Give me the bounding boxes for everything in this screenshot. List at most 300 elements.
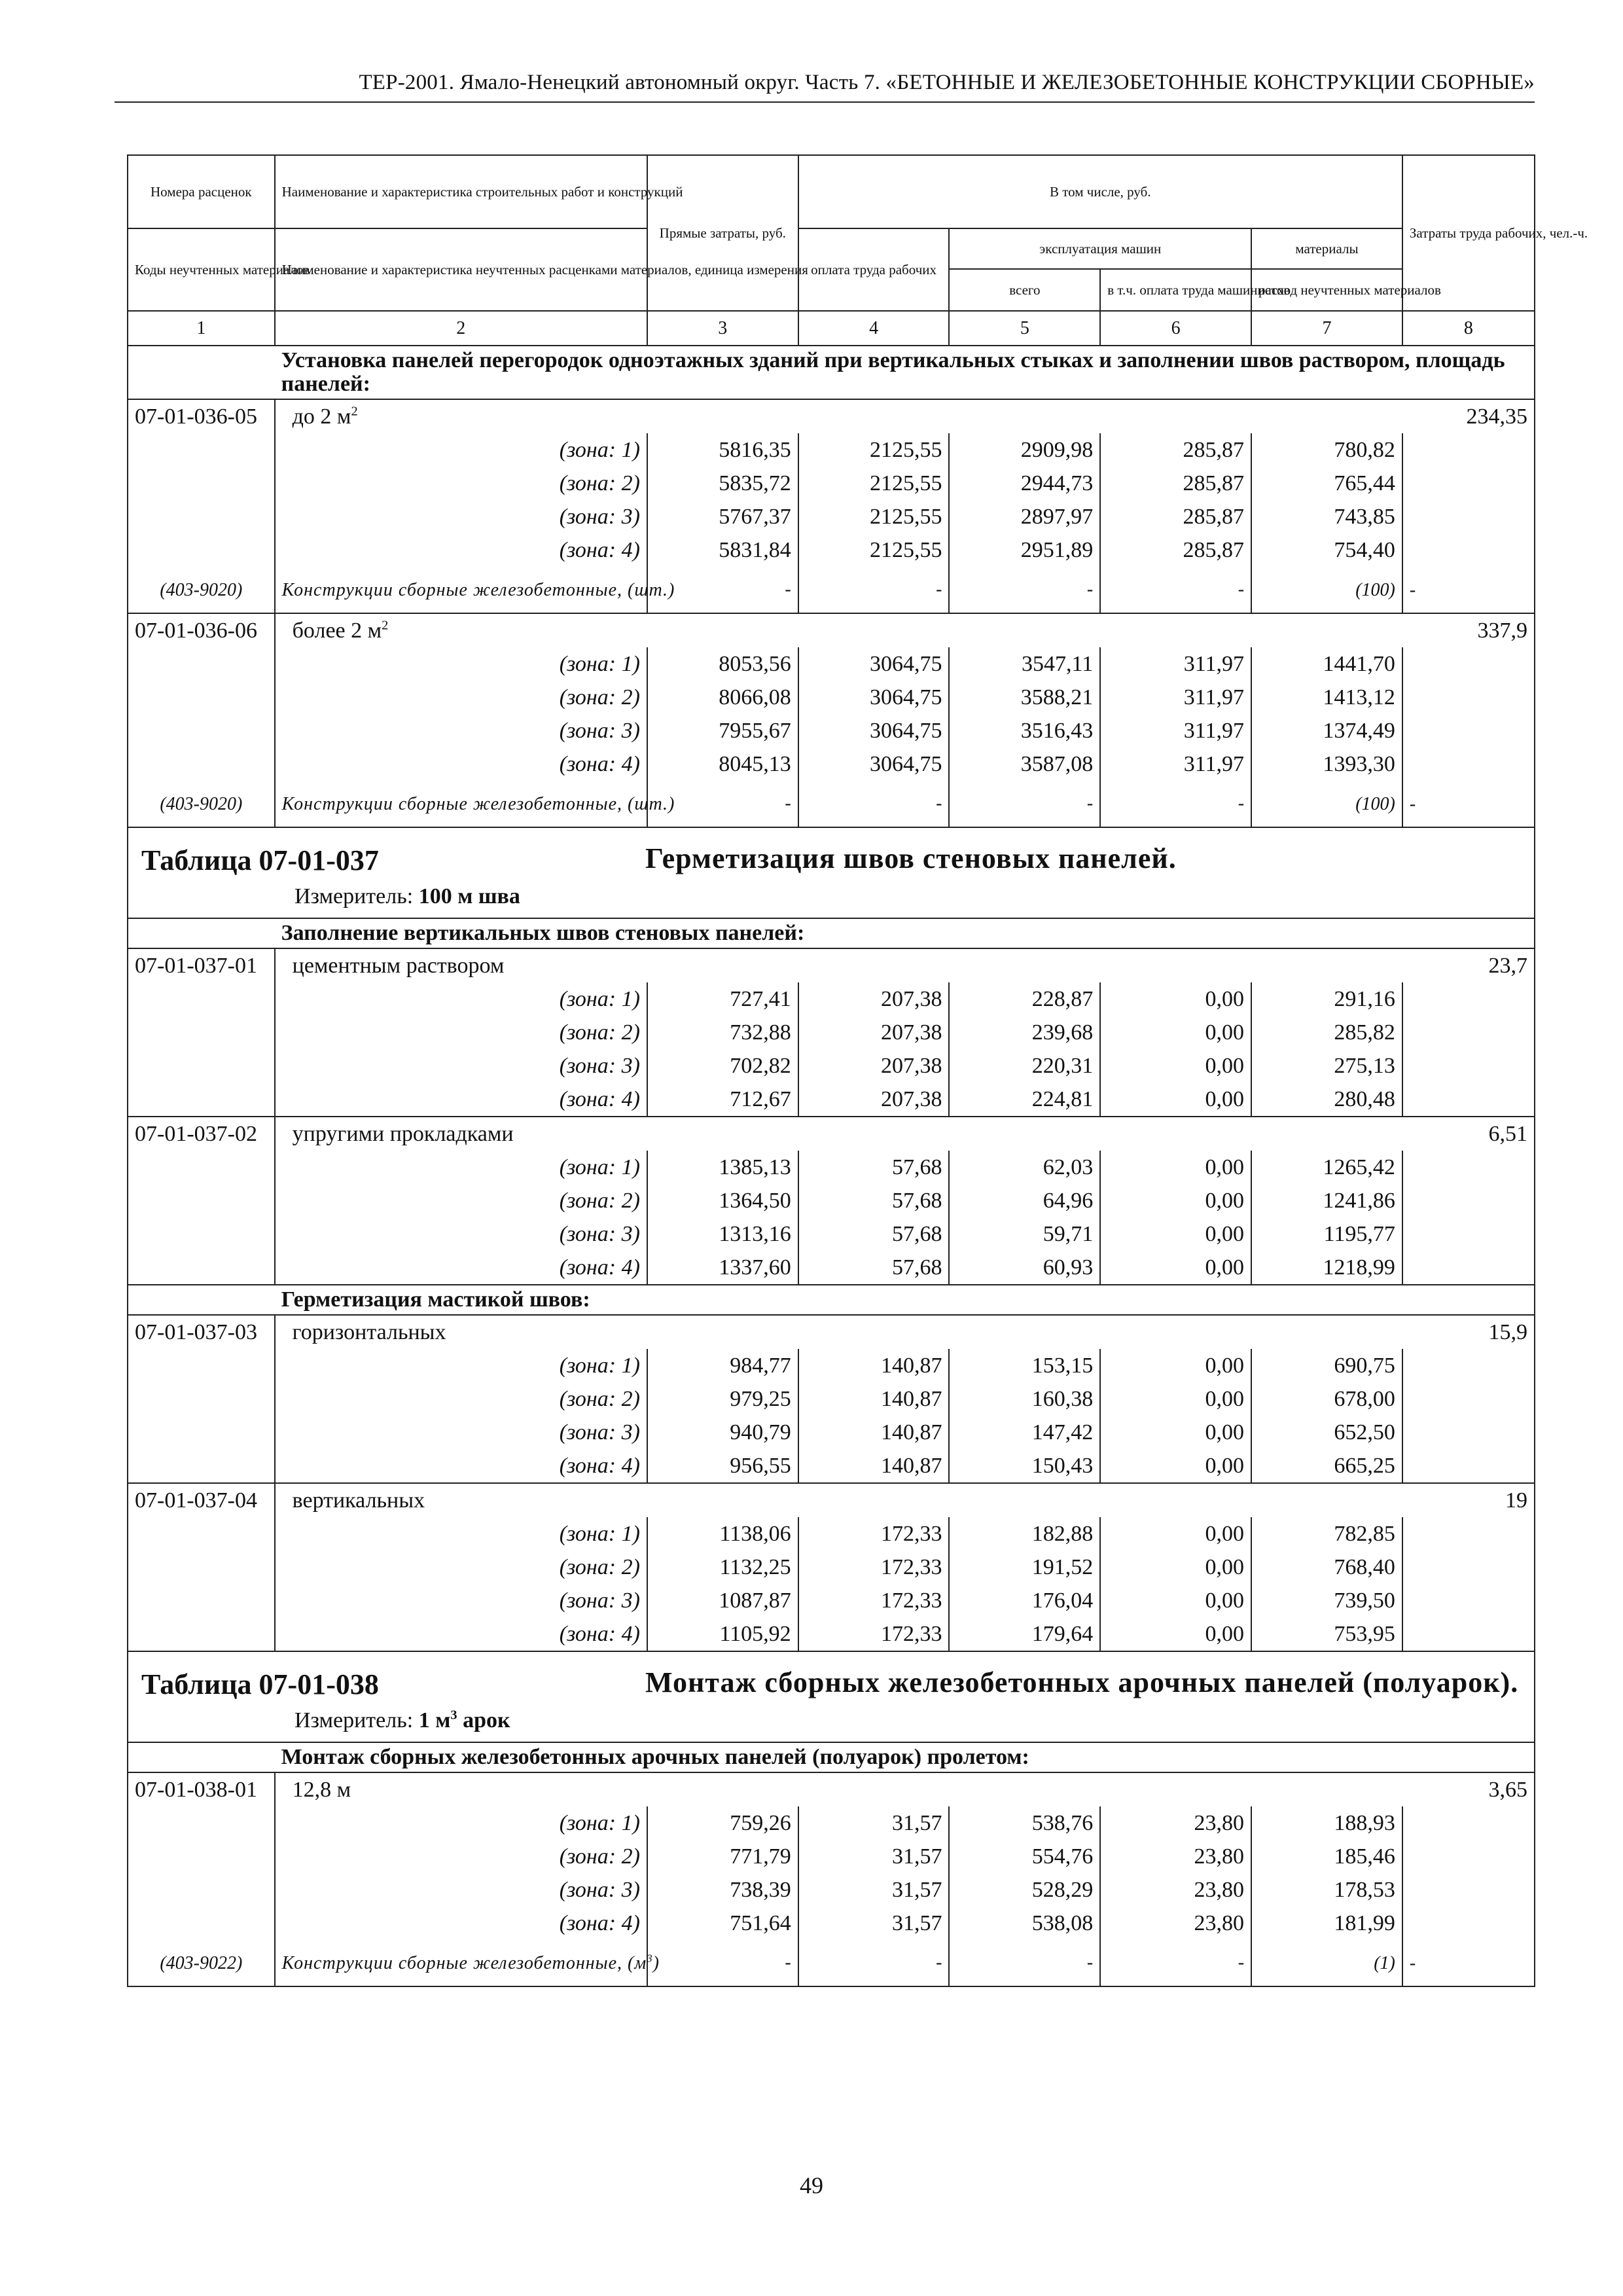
zone-row [128, 1382, 1535, 1416]
materials-cost: 291,16 [1251, 982, 1402, 1016]
table-title: Монтаж сборных железобетонных арочных панелей (полуарок). [645, 1666, 1519, 1698]
rate-code: 07-01-036-05 [128, 399, 275, 433]
operator-wages-cost: 311,97 [1100, 714, 1251, 747]
machines-cost: 3516,43 [949, 714, 1100, 747]
zone-label: (зона: 3) [275, 500, 647, 533]
blank-cell [128, 1806, 275, 1840]
item-row [128, 1315, 1535, 1349]
wages-cost: 3064,75 [798, 647, 950, 681]
blank-cell [128, 1217, 275, 1251]
blank-cell [1402, 1151, 1535, 1184]
machines-cost: 150,43 [949, 1449, 1100, 1483]
materials-cost: 652,50 [1251, 1416, 1402, 1449]
operator-wages-cost: 23,80 [1100, 1907, 1251, 1940]
direct-cost: 712,67 [647, 1083, 798, 1117]
zone-label: (зона: 3) [275, 1049, 647, 1083]
materials-cost: 1441,70 [1251, 647, 1402, 681]
wages-cost: 31,57 [798, 1806, 950, 1840]
machines-cost: 538,08 [949, 1907, 1100, 1940]
blank-cell [1402, 1840, 1535, 1873]
dash-cell: - [647, 1940, 798, 1986]
blank-cell [1402, 1184, 1535, 1217]
operator-wages-cost: 0,00 [1100, 1382, 1251, 1416]
wages-cost: 2125,55 [798, 433, 950, 467]
material-use: (1) [1251, 1940, 1402, 1986]
direct-cost: 771,79 [647, 1840, 798, 1873]
operator-wages-cost: 0,00 [1100, 1217, 1251, 1251]
operator-wages-cost: 23,80 [1100, 1806, 1251, 1840]
zone-label: (зона: 4) [275, 747, 647, 781]
zone-label: (зона: 4) [275, 1251, 647, 1285]
zone-row [128, 1551, 1535, 1584]
machines-cost: 3588,21 [949, 681, 1100, 714]
machines-cost: 2909,98 [949, 433, 1100, 467]
table-title-cell [128, 1651, 1535, 1742]
rate-code: 07-01-038-01 [128, 1772, 275, 1806]
operator-wages-cost: 0,00 [1100, 1049, 1251, 1083]
materials-cost: 1374,49 [1251, 714, 1402, 747]
direct-cost: 8066,08 [647, 681, 798, 714]
zone-row [128, 1217, 1535, 1251]
direct-cost: 984,77 [647, 1349, 798, 1382]
zone-label: (зона: 1) [275, 647, 647, 681]
direct-cost: 751,64 [647, 1907, 798, 1940]
zone-row [128, 500, 1535, 533]
blank-cell [128, 918, 275, 948]
materials-cost: 178,53 [1251, 1873, 1402, 1907]
measure-value: 100 м шва [418, 884, 520, 908]
work-name [275, 1315, 1402, 1349]
dash-cell: - [1100, 781, 1251, 827]
item-row [128, 613, 1535, 647]
dash-cell: - [949, 1940, 1100, 1986]
operator-wages-cost: 0,00 [1100, 1617, 1251, 1651]
zone-row [128, 1049, 1535, 1083]
machines-cost: 64,96 [949, 1184, 1100, 1217]
wages-cost: 31,57 [798, 1873, 950, 1907]
zone-row [128, 681, 1535, 714]
blank-cell [1402, 714, 1535, 747]
section-heading: Заполнение вертикальных швов стеновых панелей: [275, 918, 1535, 948]
zone-label: (зона: 1) [275, 1806, 647, 1840]
blank-cell [1402, 1907, 1535, 1940]
wages-cost: 207,38 [798, 982, 950, 1016]
wages-cost: 140,87 [798, 1349, 950, 1382]
measure-label: Измеритель: [294, 884, 419, 908]
labor-cost: 3,65 [1402, 1772, 1535, 1806]
dash-cell: - [1402, 781, 1535, 827]
blank-cell [1402, 1349, 1535, 1382]
materials-cost: 690,75 [1251, 1349, 1402, 1382]
machines-cost: 182,88 [949, 1517, 1100, 1551]
wages-cost: 57,68 [798, 1151, 950, 1184]
material-name-text: Конструкции сборные железобетонные, (шт.) [281, 579, 675, 600]
blank-cell [1402, 1382, 1535, 1416]
work-name-text: до 2 м [292, 404, 351, 429]
rate-code: 07-01-036-06 [128, 613, 275, 647]
direct-cost: 5816,35 [647, 433, 798, 467]
superscript: 2 [351, 404, 358, 419]
operator-wages-cost: 0,00 [1100, 1016, 1251, 1049]
zone-label: (зона: 4) [275, 1083, 647, 1117]
direct-cost: 8053,56 [647, 647, 798, 681]
operator-wages-cost: 311,97 [1100, 681, 1251, 714]
operator-wages-cost: 23,80 [1100, 1840, 1251, 1873]
wages-cost: 31,57 [798, 1840, 950, 1873]
work-name-text: 12,8 м [292, 1778, 351, 1802]
table-number: Таблица 07-01-037 [141, 844, 379, 876]
measure-value: 1 м [418, 1708, 451, 1732]
machines-cost: 160,38 [949, 1382, 1100, 1416]
header-machines: эксплуатация машин [949, 228, 1251, 269]
measure-line [141, 881, 1521, 912]
material-name-text: ) [652, 1952, 660, 1973]
wages-cost: 3064,75 [798, 747, 950, 781]
rates-table [127, 154, 1588, 1987]
section-heading: Герметизация мастикой швов: [275, 1285, 1535, 1315]
blank-cell [128, 1449, 275, 1483]
materials-cost: 678,00 [1251, 1382, 1402, 1416]
machines-cost: 59,71 [949, 1217, 1100, 1251]
header-materials: материалы [1251, 228, 1402, 269]
blank-cell [1402, 1217, 1535, 1251]
materials-cost: 275,13 [1251, 1049, 1402, 1083]
zone-row [128, 1907, 1535, 1940]
section-heading-row [128, 1285, 1535, 1315]
measure-tail: арок [457, 1708, 510, 1732]
blank-cell [128, 1251, 275, 1285]
item-row [128, 399, 1535, 433]
wages-cost: 172,33 [798, 1617, 950, 1651]
column-number: 6 [1100, 311, 1251, 346]
blank-cell [128, 1840, 275, 1873]
operator-wages-cost: 285,87 [1100, 433, 1251, 467]
zone-row [128, 1840, 1535, 1873]
wages-cost: 172,33 [798, 1517, 950, 1551]
blank-cell [128, 1742, 275, 1772]
blank-cell [128, 1049, 275, 1083]
materials-cost: 181,99 [1251, 1907, 1402, 1940]
work-name [275, 1483, 1402, 1517]
zone-row [128, 1873, 1535, 1907]
wages-cost: 2125,55 [798, 500, 950, 533]
direct-cost: 956,55 [647, 1449, 798, 1483]
material-use: (100) [1251, 781, 1402, 827]
operator-wages-cost: 0,00 [1100, 1083, 1251, 1117]
blank-cell [1402, 982, 1535, 1016]
materials-cost: 753,95 [1251, 1617, 1402, 1651]
zone-row [128, 1151, 1535, 1184]
materials-cost: 765,44 [1251, 467, 1402, 500]
materials-cost: 1241,86 [1251, 1184, 1402, 1217]
machines-cost: 2897,97 [949, 500, 1100, 533]
header-wages: оплата труда рабочих [798, 228, 950, 311]
machines-cost: 554,76 [949, 1840, 1100, 1873]
materials-cost: 280,48 [1251, 1083, 1402, 1117]
operator-wages-cost: 0,00 [1100, 1584, 1251, 1617]
running-header: ТЕР-2001. Ямало-Ненецкий автономный округ. Часть 7. «БЕТОННЫЕ И ЖЕЛЕЗОБЕТОННЫЕ КОНСТРУКЦИИ СБОРНЫЕ» [115, 71, 1535, 103]
zone-label: (зона: 2) [275, 681, 647, 714]
machines-cost: 153,15 [949, 1349, 1100, 1382]
machines-cost: 224,81 [949, 1083, 1100, 1117]
operator-wages-cost: 23,80 [1100, 1873, 1251, 1907]
direct-cost: 940,79 [647, 1416, 798, 1449]
zone-row [128, 1416, 1535, 1449]
column-number: 2 [275, 311, 647, 346]
blank-cell [1402, 467, 1535, 500]
machines-cost: 2944,73 [949, 467, 1100, 500]
section-heading: Установка панелей перегородок одноэтажных зданий при вертикальных стыках и заполнении швов раствором, площадь панелей: [275, 346, 1535, 399]
direct-cost: 1313,16 [647, 1217, 798, 1251]
blank-cell [1402, 1584, 1535, 1617]
direct-cost: 5767,37 [647, 500, 798, 533]
work-name-text: вертикальных [292, 1488, 425, 1513]
blank-cell [1402, 647, 1535, 681]
header-mat-name: Наименование и характеристика неучтенных расценками материалов, единица измерения [275, 228, 647, 311]
machines-cost: 528,29 [949, 1873, 1100, 1907]
zone-label: (зона: 3) [275, 1217, 647, 1251]
item-row [128, 1772, 1535, 1806]
operator-wages-cost: 285,87 [1100, 467, 1251, 500]
blank-cell [128, 1083, 275, 1117]
column-number: 8 [1402, 311, 1535, 346]
direct-cost: 1337,60 [647, 1251, 798, 1285]
machines-cost: 228,87 [949, 982, 1100, 1016]
operator-wages-cost: 0,00 [1100, 982, 1251, 1016]
dash-cell: - [647, 781, 798, 827]
blank-cell [128, 1873, 275, 1907]
header-name: Наименование и характеристика строительных работ и конструкций [275, 155, 647, 228]
blank-cell [1402, 433, 1535, 467]
item-row [128, 1117, 1535, 1151]
zone-row [128, 1617, 1535, 1651]
zone-row [128, 1806, 1535, 1840]
blank-cell [128, 1584, 275, 1617]
wages-cost: 2125,55 [798, 467, 950, 500]
header-mat-use: расход неучтенных материалов [1251, 269, 1402, 311]
materials-cost: 185,46 [1251, 1840, 1402, 1873]
work-name [275, 613, 1402, 647]
zone-row [128, 1584, 1535, 1617]
zone-row [128, 982, 1535, 1016]
material-use: (100) [1251, 567, 1402, 613]
wages-cost: 31,57 [798, 1907, 950, 1940]
machines-cost: 60,93 [949, 1251, 1100, 1285]
header-row-1 [128, 155, 1535, 228]
blank-cell [1402, 1251, 1535, 1285]
zone-row [128, 1517, 1535, 1551]
column-number: 1 [128, 311, 275, 346]
blank-cell [1402, 533, 1535, 567]
blank-cell [1402, 1517, 1535, 1551]
table-title-row [128, 1651, 1535, 1742]
machines-cost: 220,31 [949, 1049, 1100, 1083]
machines-cost: 239,68 [949, 1016, 1100, 1049]
zone-label: (зона: 3) [275, 1416, 647, 1449]
blank-cell [1402, 1617, 1535, 1651]
machines-cost: 176,04 [949, 1584, 1100, 1617]
direct-cost: 8045,13 [647, 747, 798, 781]
zone-label: (зона: 1) [275, 433, 647, 467]
machines-cost: 3547,11 [949, 647, 1100, 681]
superscript: 2 [382, 618, 389, 633]
dash-cell: - [798, 1940, 950, 1986]
materials-cost: 1413,12 [1251, 681, 1402, 714]
table-number: Таблица 07-01-038 [141, 1668, 379, 1700]
wages-cost: 172,33 [798, 1551, 950, 1584]
machines-cost: 538,76 [949, 1806, 1100, 1840]
zone-label: (зона: 2) [275, 1382, 647, 1416]
operator-wages-cost: 0,00 [1100, 1349, 1251, 1382]
dash-cell: - [1402, 1940, 1535, 1986]
zone-row [128, 747, 1535, 781]
blank-cell [1402, 1873, 1535, 1907]
zone-label: (зона: 1) [275, 1517, 647, 1551]
superscript: 3 [647, 1952, 653, 1965]
direct-cost: 759,26 [647, 1806, 798, 1840]
wages-cost: 3064,75 [798, 681, 950, 714]
wages-cost: 3064,75 [798, 714, 950, 747]
direct-cost: 738,39 [647, 1873, 798, 1907]
zone-row [128, 467, 1535, 500]
zone-label: (зона: 2) [275, 1551, 647, 1584]
direct-cost: 732,88 [647, 1016, 798, 1049]
materials-cost: 1393,30 [1251, 747, 1402, 781]
labor-cost: 234,35 [1402, 399, 1535, 433]
column-number-row [128, 311, 1535, 346]
wages-cost: 172,33 [798, 1584, 950, 1617]
header-direct: Прямые затраты, руб. [647, 155, 798, 311]
wages-cost: 57,68 [798, 1184, 950, 1217]
wages-cost: 140,87 [798, 1449, 950, 1483]
materials-cost: 739,50 [1251, 1584, 1402, 1617]
blank-cell [128, 500, 275, 533]
work-name [275, 399, 1402, 433]
labor-cost: 337,9 [1402, 613, 1535, 647]
labor-cost: 6,51 [1402, 1117, 1535, 1151]
material-row [128, 781, 1535, 827]
direct-cost: 5835,72 [647, 467, 798, 500]
blank-cell [1402, 1449, 1535, 1483]
rate-code: 07-01-037-01 [128, 948, 275, 982]
direct-cost: 1132,25 [647, 1551, 798, 1584]
rate-code: 07-01-037-03 [128, 1315, 275, 1349]
blank-cell [128, 346, 275, 399]
materials-cost: 1218,99 [1251, 1251, 1402, 1285]
work-name-text: более 2 м [292, 619, 382, 643]
blank-cell [128, 1016, 275, 1049]
section-heading: Монтаж сборных железобетонных арочных панелей (полуарок) пролетом: [275, 1742, 1535, 1772]
wages-cost: 207,38 [798, 1049, 950, 1083]
blank-cell [128, 647, 275, 681]
materials-cost: 782,85 [1251, 1517, 1402, 1551]
operator-wages-cost: 0,00 [1100, 1449, 1251, 1483]
zone-label: (зона: 4) [275, 533, 647, 567]
zone-label: (зона: 1) [275, 982, 647, 1016]
section-heading-row [128, 346, 1535, 399]
operator-wages-cost: 0,00 [1100, 1551, 1251, 1584]
blank-cell [128, 1551, 275, 1584]
operator-wages-cost: 311,97 [1100, 647, 1251, 681]
table-title: Герметизация швов стеновых панелей. [645, 842, 1177, 874]
blank-cell [128, 681, 275, 714]
operator-wages-cost: 285,87 [1100, 533, 1251, 567]
blank-cell [1402, 747, 1535, 781]
direct-cost: 1364,50 [647, 1184, 798, 1217]
dash-cell: - [1100, 567, 1251, 613]
blank-cell [1402, 1016, 1535, 1049]
operator-wages-cost: 0,00 [1100, 1416, 1251, 1449]
zone-row [128, 1349, 1535, 1382]
column-number: 3 [647, 311, 798, 346]
column-number: 5 [949, 311, 1100, 346]
labor-cost: 23,7 [1402, 948, 1535, 982]
header-mat-code: Коды неучтенных материалов [128, 228, 275, 311]
labor-cost: 15,9 [1402, 1315, 1535, 1349]
dash-cell: - [949, 781, 1100, 827]
section-heading-row [128, 918, 1535, 948]
direct-cost: 727,41 [647, 982, 798, 1016]
blank-cell [128, 433, 275, 467]
measure-label: Измеритель: [294, 1708, 419, 1732]
zone-row [128, 533, 1535, 567]
operator-wages-cost: 0,00 [1100, 1517, 1251, 1551]
material-row [128, 567, 1535, 613]
blank-cell [128, 1382, 275, 1416]
zone-label: (зона: 2) [275, 1184, 647, 1217]
header-operator-wages: в т.ч. оплата труда машинистов [1100, 269, 1251, 311]
wages-cost: 57,68 [798, 1217, 950, 1251]
dash-cell: - [798, 781, 950, 827]
header-code: Номера расценок [128, 155, 275, 228]
machines-cost: 2951,89 [949, 533, 1100, 567]
dash-cell: - [798, 567, 950, 613]
dash-cell: - [1100, 1940, 1251, 1986]
material-code: (403-9020) [128, 567, 275, 613]
column-number: 7 [1251, 311, 1402, 346]
zone-row [128, 1184, 1535, 1217]
operator-wages-cost: 0,00 [1100, 1251, 1251, 1285]
header-labor: Затраты труда рабочих, чел.-ч. [1402, 155, 1535, 311]
wages-cost: 207,38 [798, 1083, 950, 1117]
blank-cell [1402, 681, 1535, 714]
materials-cost: 285,82 [1251, 1016, 1402, 1049]
zone-row [128, 433, 1535, 467]
work-name [275, 948, 1402, 982]
labor-cost: 19 [1402, 1483, 1535, 1517]
zone-label: (зона: 1) [275, 1349, 647, 1382]
wages-cost: 207,38 [798, 1016, 950, 1049]
dash-cell: - [949, 567, 1100, 613]
blank-cell [1402, 1083, 1535, 1117]
blank-cell [128, 1184, 275, 1217]
work-name-text: цементным раствором [292, 954, 505, 978]
zone-row [128, 1083, 1535, 1117]
direct-cost: 702,82 [647, 1049, 798, 1083]
blank-cell [128, 714, 275, 747]
blank-cell [1402, 1416, 1535, 1449]
blank-cell [128, 1416, 275, 1449]
superscript: 3 [450, 1708, 457, 1723]
direct-cost: 1385,13 [647, 1151, 798, 1184]
work-name-text: упругими прокладками [292, 1122, 514, 1146]
zone-label: (зона: 2) [275, 1016, 647, 1049]
zone-label: (зона: 4) [275, 1617, 647, 1651]
item-row [128, 948, 1535, 982]
blank-cell [1402, 1049, 1535, 1083]
blank-cell [1402, 1551, 1535, 1584]
zone-label: (зона: 3) [275, 714, 647, 747]
